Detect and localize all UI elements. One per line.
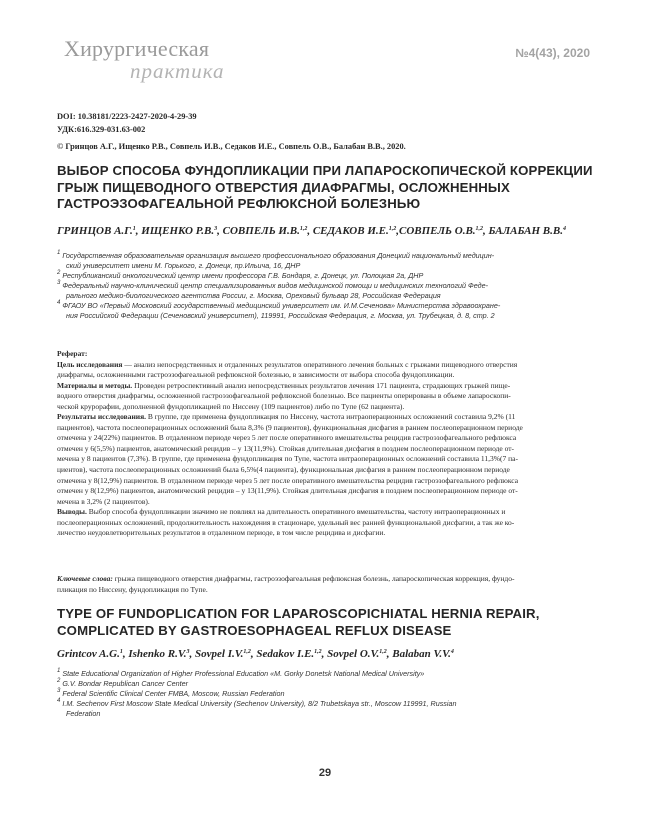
author-sup: 1,2 xyxy=(314,649,322,655)
author-sup: 1,2 xyxy=(243,649,251,655)
page-number: 29 xyxy=(318,767,332,779)
doi: DOI: 10.38181/2223-2427-2020-4-29-39 xyxy=(57,112,197,121)
title-line: ВЫБОР СПОСОБА ФУНДОПЛИКАЦИИ ПРИ ЛАПАРОСКОПИЧЕСКОЙ КОРРЕКЦИИ xyxy=(57,163,593,178)
author-name: СОВПЕЛЬ О.В. xyxy=(398,225,476,237)
author-sup: 1,2 xyxy=(379,649,387,655)
affiliations-en xyxy=(57,669,602,719)
abstract-heading: Реферат: xyxy=(57,349,88,358)
author-name: ГРИНЦОВ А.Г. xyxy=(57,225,133,237)
title-line: ГРЫЖ ПИЩЕВОДНОГО ОТВЕРСТИЯ ДИАФРАГМЫ, ОСЛОЖНЕННЫХ xyxy=(57,179,510,195)
author-sup: 4 xyxy=(562,226,566,232)
author-name: Ishenko R.V. xyxy=(128,648,187,660)
author-name: Sedakov I.E. xyxy=(256,648,315,660)
affiliation: $^3$ Federal Scientific Clinical Center FMBA, Moscow, Russian Federation xyxy=(57,688,285,698)
issue-number: №4(43), 2020 xyxy=(515,46,590,60)
keywords: Ключевые слова: грыжа пищеводного отверстия диафрагмы, гастроэзофагеальная рефлюксная болезнь, лапароскопическая коррекция, фундо- пликация по Ниссену, фундопликация по Тупе. xyxy=(57,574,515,594)
abstract-section: Цель исследования — анализ непосредственных и отдаленных результатов оперативного лечения больных с грыжами пищеводного отверстия диафрагмы, осложненными гастроэзофагеальной рефлюксной болезнью, в зависимости от выбора способа фундопликации. xyxy=(57,359,518,380)
affiliation: $^4$ ФГАОУ ВО «Первый Московский государственный медицинский университет им. И.М.Сеченова» Министерства здравоохране- ния Российской Федерации (Сеченовский университет), 119991, Российская Федерация, г. Москва, ул. Трубецкая, д. 8, стр. 2 xyxy=(57,300,501,320)
author-name: БАЛАБАН В.В. xyxy=(488,225,563,237)
affiliations-ru xyxy=(57,251,602,321)
journal-subtitle: практика xyxy=(130,59,225,83)
author-name: Sovpel O.V. xyxy=(327,648,380,660)
journal-title: Хирургическая xyxy=(64,36,210,61)
abstract-section: Выводы. Выбор способа фундопликации значимо не повлиял на длительность оперативного вмешательства, частоту интраоперационных и послеоперационных осложнений, продолжительность нахождения в стационаре, удельный вес ранней функциональной дисфагии, а так же ко- личество неудовлетворительных результатов в отдаленном периоде, в том числе рецидива и дисфагии. xyxy=(57,507,515,538)
journal-logo xyxy=(64,36,234,86)
article-title-en xyxy=(57,606,597,639)
author-name: Balaban V.V. xyxy=(392,648,451,660)
abstract xyxy=(57,349,599,539)
affiliation: $^3$ Федеральный научно-клинический центр специализированных видов медицинской помощи и медицинских технологий Феде- рального медико-биологического агентства России, г. Москва, Ореховый бульвар 28, Российская Федерация xyxy=(57,280,489,300)
title-line: ГАСТРОЭЗОФАГЕАЛЬНОЙ РЕФЛЮКСНОЙ БОЛЕЗНЬЮ xyxy=(57,196,421,211)
copyright: © Гринцов А.Г., Ищенко Р.В., Совпель И.В., Седаков И.Е., Совпель О.В., Балабан В.В., 2020. xyxy=(57,142,406,151)
title-line: TYPE OF FUNDOPLICATION FOR LAPAROSCOPICHIATAL HERNIA REPAIR, xyxy=(57,606,540,621)
affiliation: $^2$ Республиканский онкологический центр имени профессора Г.В. Бондаря, г. Донецк, ул. Полоцкая 2а, ДНР xyxy=(57,270,424,280)
author-name: ИЩЕНКО Р.В. xyxy=(141,225,215,237)
author-sup: 3 xyxy=(186,649,190,655)
author-sup: 4 xyxy=(450,649,454,655)
author-name: Grintcov A.G. xyxy=(57,648,120,660)
author-sup: 1,2 xyxy=(388,226,397,232)
abstract-section: Результаты исследования. В группе, где применена фундопликация по Ниссену, частота интраоперационных осложнений составила 9,2% (11 пациентов), частота послеоперационных осложнений была 8,3% (9 пациентов), функциональная дисфагия в раннем послеоперационном периоде отмечена у 24(22%) пациентов. В отдаленном периоде через 5 лет после оперативного вмешательства рецидив гастроэзофагеального рефлюкса отмечен у 6(5,5%) пациентов, анатомический рецидив – у 13(11,9%). Стойкая длительная дисфагия в позднем послеоперационном периоде от- мечена у 8 пациентов (7,3%). В группе, где применена фундопликация по Тупе, частота интраоперационных осложнений составила 11,3%(7 па- циентов), частота послеоперационных осложнений была 6,5%(4 пациента), функциональная дисфагия в раннем послеоперационном периоде отмечена у 8(12,9%) пациентов. В отдаленном периоде через 5 лет после оперативного вмешательства рецидив гастроэзофагеального рефлюкса отмечен у 8(12,9%) пациентов, анатомический рецидив – у 13(11,9%). Стойкая длительная дисфагия в позднем послеоперационном периоде от- мечена в 3,2% (2 пациентов). xyxy=(57,412,523,506)
author-sup: 3 xyxy=(214,226,218,232)
article-title-ru xyxy=(57,163,597,213)
author-sup: 1 xyxy=(132,226,136,232)
keywords-label: Ключевые слова: xyxy=(57,574,113,583)
affiliation: $^1$ Государственная образовательная организация высшего профессионального образования Донецкий национальный медицин- ский университет имени М. Горького, г. Донецк, пр.Ильича, 16, ДНР xyxy=(57,250,495,270)
authors-ru: ГРИНЦОВ А.Г.$^1$, ИЩЕНКО Р.В.$^3$, СОВПЕЛЬ И.В.$^{1,2}$, СЕДАКОВ И.Е.$^{1,2}$,СОВПЕЛЬ О.В.$^{1,2}$, БАЛАБАН В.В.$^4$ xyxy=(57,225,566,237)
affiliation: $^1$ State Educational Organization of Higher Professional Education «M. Gorky Donetsk National Medical University» xyxy=(57,668,425,678)
author-sup: 1,2 xyxy=(475,226,484,232)
udk: УДК:616.329-031.63-002 xyxy=(57,125,146,134)
author-name: СОВПЕЛЬ И.В. xyxy=(222,225,300,237)
title-line: COMPLICATED BY GASTROESOPHAGEAL REFLUX DISEASE xyxy=(57,622,452,638)
affiliation: $^4$ I.M. Sechenov First Moscow State Medical University (Sechenov University), 8/2 Trubetskaya str., Moscow 119991, Russian Federation xyxy=(57,698,457,718)
authors-en: Grintcov A.G.$^1$, Ishenko R.V.$^3$, Sovpel I.V.$^{1,2}$, Sedakov I.E.$^{1,2}$, Sovpel O.V.$^{1,2}$, Balaban V.V.$^4$ xyxy=(57,648,454,660)
author-sup: 1,2 xyxy=(299,226,308,232)
author-sup: 1 xyxy=(119,649,123,655)
author-name: Sovpel I.V. xyxy=(195,648,244,660)
affiliation: $^2$ G.V. Bondar Republican Cancer Center xyxy=(57,678,189,688)
author-name: СЕДАКОВ И.Е. xyxy=(312,225,389,237)
abstract-section: Материалы и методы. Проведен ретроспективный анализ непосредственных результатов лечения 171 пациента, страдающих грыжей пище- водного отверстия диафрагмы, осложненной гастроэзофагеальной рефлюксной болезнью. Все пациенты оперированы в объеме лапароскопи- ческой крурорафии, дополненной фундопликацией по Ниссену (109 пациентов) либо по Тупе (62 пациента). xyxy=(57,380,511,411)
